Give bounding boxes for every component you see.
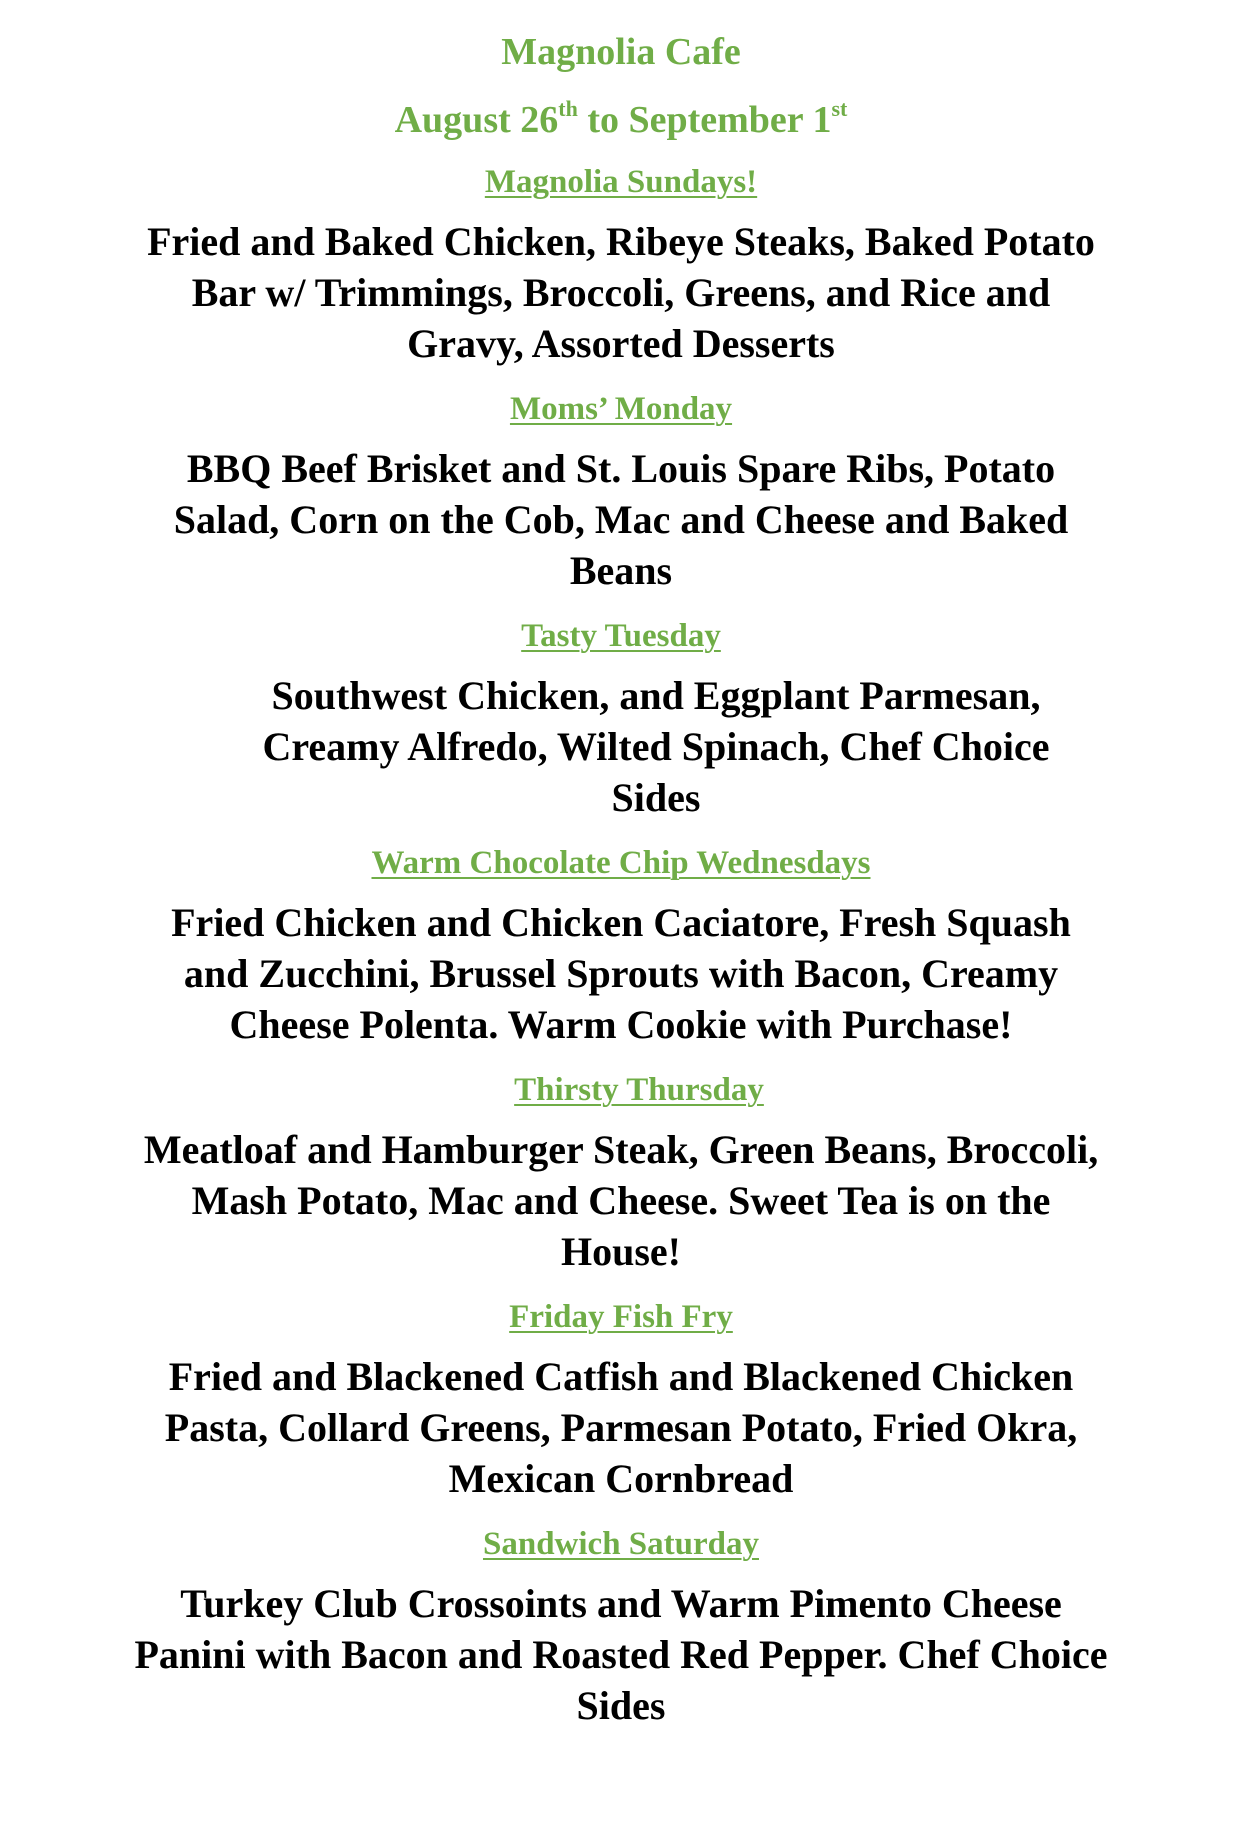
day-heading-tuesday: Tasty Tuesday — [521, 618, 721, 654]
menu-text-friday: Fried and Blackened Catfish and Blackened Chicken Pasta, Collard Greens, Parmesan Potato, Fried Okra, Mexican Cornbread — [164, 1354, 1078, 1501]
day-section-thursday — [0, 1068, 1242, 1277]
menu-text-monday: BBQ Beef Brisket and St. Louis Spare Ribs, Potato Salad, Corn on the Cob, Mac and Cheese and Baked Beans — [173, 446, 1069, 593]
menu-text-wednesday: Fried Chicken and Chicken Caciatore, Fresh Squash and Zucchini, Brussel Sprouts with Bacon, Creamy Cheese Polenta. Warm Cookie with Purchase! — [171, 900, 1071, 1047]
day-section-friday — [0, 1295, 1242, 1504]
date-range — [0, 94, 1242, 146]
day-heading-thursday: Thirsty Thursday — [514, 1072, 764, 1108]
date-start: August 26 — [394, 99, 559, 141]
date-end-suffix: st — [831, 96, 848, 121]
day-heading-friday: Friday Fish Fry — [509, 1299, 733, 1335]
date-start-suffix: th — [558, 96, 578, 121]
menu-text-tuesday: Southwest Chicken, and Eggplant Parmesan, Creamy Alfredo, Wilted Spinach, Chef Choice Sides — [262, 673, 1050, 820]
menu-text-thursday: Meatloaf and Hamburger Steak, Green Beans, Broccoli, Mash Potato, Mac and Cheese. Sweet Tea is on the House! — [143, 1127, 1099, 1274]
day-heading-monday: Moms’ Monday — [509, 391, 733, 427]
cafe-title: Magnolia Cafe — [501, 31, 741, 73]
day-section-tuesday — [0, 614, 1242, 823]
day-heading-wednesday: Warm Chocolate Chip Wednesdays — [371, 845, 871, 881]
day-section-sunday — [0, 160, 1242, 369]
day-section-wednesday — [0, 841, 1242, 1050]
day-heading-saturday: Sandwich Saturday — [482, 1526, 759, 1562]
menu-text-sunday: Fried and Baked Chicken, Ribeye Steaks, Baked Potato Bar w/ Trimmings, Broccoli, Greens, and Rice and Gravy, Assorted Desserts — [147, 219, 1095, 366]
day-heading-sunday: Magnolia Sundays! — [484, 164, 758, 200]
date-end: to September 1 — [577, 99, 832, 141]
day-section-saturday — [0, 1522, 1242, 1731]
day-section-monday — [0, 387, 1242, 596]
menu-text-saturday: Turkey Club Crossoints and Warm Pimento Cheese Panini with Bacon and Roasted Red Pepper. Chef Choice Sides — [134, 1581, 1108, 1728]
